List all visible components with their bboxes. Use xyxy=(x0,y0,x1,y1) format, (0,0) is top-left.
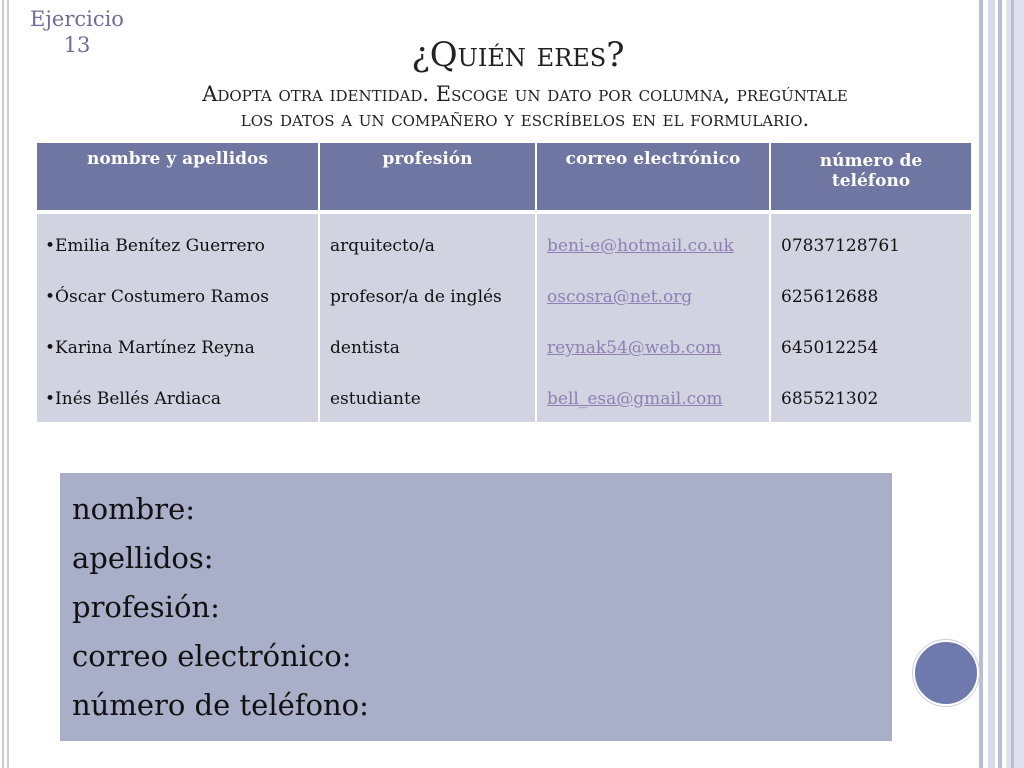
subtitle-line-2: los datos a un compañero y escríbelos en el formulario. xyxy=(240,107,810,131)
phone-item: 07837128761 xyxy=(781,236,900,256)
exercise-number: 13 xyxy=(63,33,91,57)
form-field-email: correo electrónico: xyxy=(72,639,352,673)
emails-column xyxy=(536,212,770,422)
name-item: •Inés Bellés Ardiaca xyxy=(45,389,222,409)
phone-item: 645012254 xyxy=(781,338,879,358)
right-border-band xyxy=(1006,0,1024,768)
exercise-label-word: Ejercicio xyxy=(30,7,124,31)
profession-item: estudiante xyxy=(330,389,421,409)
identity-form xyxy=(60,473,892,741)
header-name: nombre y apellidos xyxy=(37,143,319,212)
identity-options-table xyxy=(37,143,971,422)
profession-item: arquitecto/a xyxy=(330,236,435,256)
name-item: •Óscar Costumero Ramos xyxy=(45,287,269,307)
email-link[interactable]: oscosra@net.org xyxy=(547,287,693,307)
header-email: correo electrónico xyxy=(536,143,770,212)
right-border-band xyxy=(1011,0,1014,768)
email-link[interactable]: beni-e@hotmail.co.uk xyxy=(547,236,734,256)
professions-column xyxy=(319,212,536,422)
form-field-phone: número de teléfono: xyxy=(72,688,369,722)
form-field-profession: profesión: xyxy=(72,590,220,624)
form-field-name: nombre: xyxy=(72,492,195,526)
header-profession: profesión xyxy=(319,143,536,212)
name-item: •Karina Martínez Reyna xyxy=(45,338,255,358)
names-column xyxy=(37,212,319,422)
table-header-row xyxy=(37,143,971,212)
table-row xyxy=(37,212,971,422)
header-phone: número de teléfono xyxy=(770,143,971,212)
profession-item: dentista xyxy=(330,338,400,358)
decorative-circle xyxy=(913,640,979,706)
right-border-band xyxy=(979,0,983,768)
phone-item: 685521302 xyxy=(781,389,879,409)
subtitle-line-1: Adopta otra identidad. Escoge un dato por columna, pregúntale xyxy=(202,82,848,106)
email-link[interactable]: reynak54@web.com xyxy=(547,338,722,358)
phones-column xyxy=(770,212,971,422)
left-border-line xyxy=(7,0,9,768)
email-link[interactable]: bell_esa@gmail.com xyxy=(547,389,723,409)
name-item: •Emilia Benítez Guerrero xyxy=(45,236,265,256)
form-field-surname: apellidos: xyxy=(72,541,214,575)
slide-subtitle xyxy=(110,82,940,132)
slide-title: ¿Quién eres? xyxy=(411,35,625,75)
left-border-line xyxy=(2,0,4,768)
profession-item: profesor/a de inglés xyxy=(330,287,502,307)
phone-item: 625612688 xyxy=(781,287,879,307)
right-border-band xyxy=(988,0,995,768)
right-border-band xyxy=(998,0,1002,768)
